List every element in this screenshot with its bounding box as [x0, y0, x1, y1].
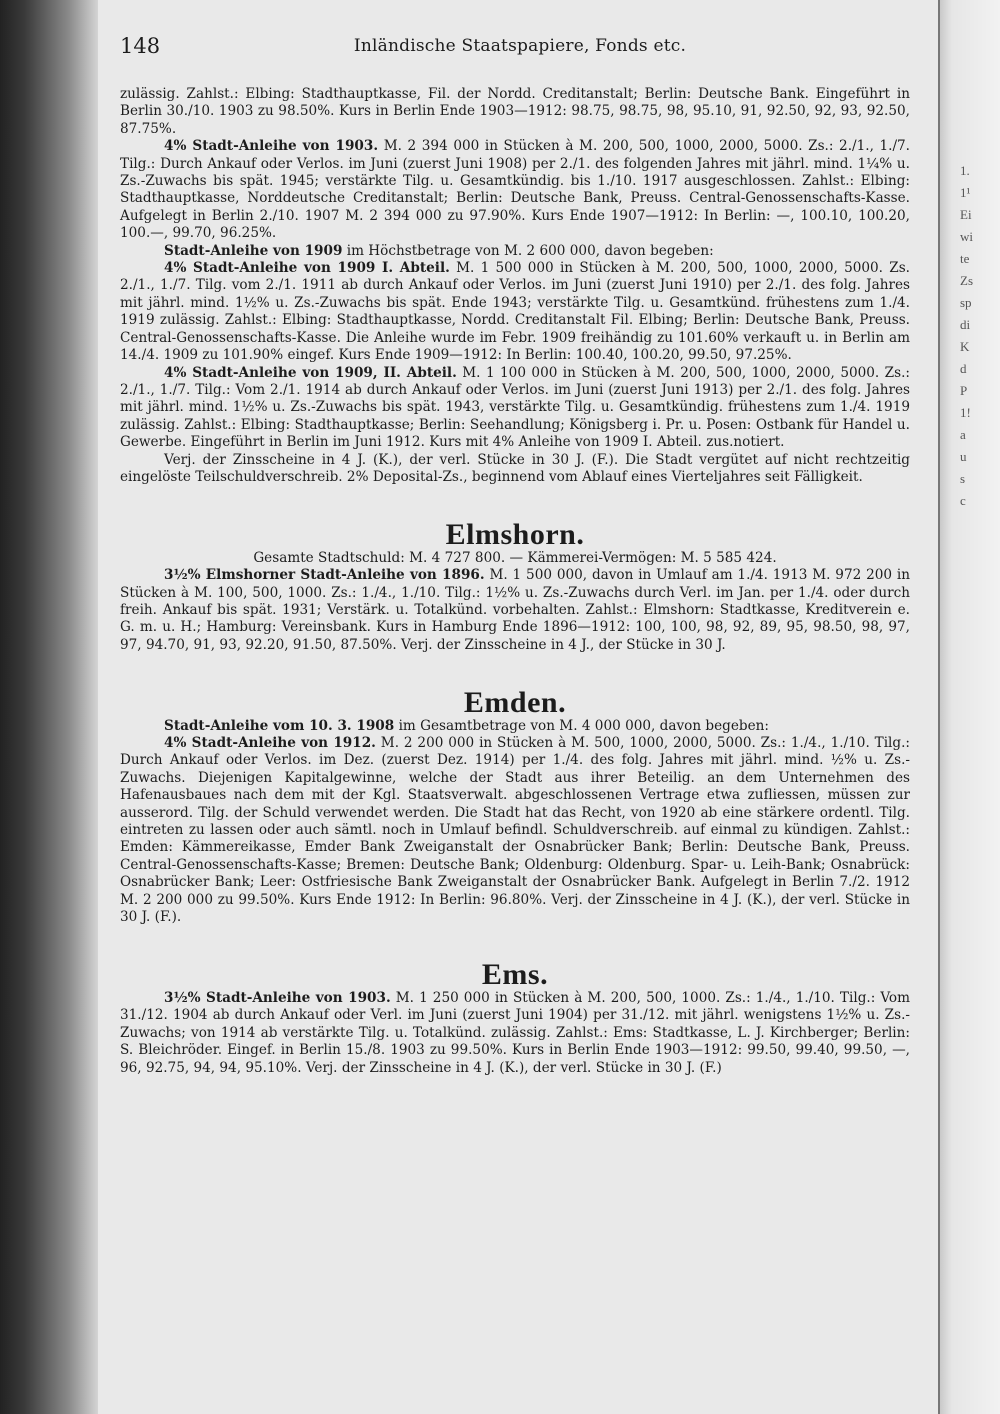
loan-heading: Stadt-Anleihe vom 10. 3. 1908 [164, 717, 395, 734]
elbing-intro: zulässig. Zahlst.: Elbing: Stadthauptkasse, Fil. der Nordd. Creditanstalt; Berlin: Deutsche Bank. Eingeführt in Berlin 30./10. 1903 zu 98.50%. Kurs in Berlin Ende 1903—1912: 98.75, 98.75, 98, 95.10, 91, 92.50, 92, 93, 92.50, 87.75%. [120, 86, 910, 137]
adjacent-page-fragment: 1! [960, 405, 971, 420]
elbing-loan-1909-abteil-1 [120, 260, 910, 364]
adjacent-page-fragment: d [960, 361, 967, 376]
elmshorn-loan-1896 [120, 567, 910, 654]
loan-heading-rest: im Gesamtbetrage von M. 4 000 000, davon begeben: [398, 717, 769, 734]
adjacent-page-fragment: a [960, 427, 966, 442]
adjacent-page-fragment: Ei [960, 207, 972, 222]
adjacent-page-fragment: wi [960, 229, 973, 244]
loan-text: M. 1 500 000 in Stücken à M. 200, 500, 1000, 2000, 5000. Zs. 2./1., 1./7. Tilg. vom 2./1. 1911 ab durch Ankauf oder Verlos. im Juni (zuerst Juni 1910) per 2./1. des folg. Jahres mit jährl. mind. 1½% u. Zs.-Zuwachs bis spät. Ende 1943; verstärkte Tilg. u. Gesamtkünd. frühestens zum 1./4. 1919 zulässig. Zahlst.: Elbing: Stadthauptkasse, Nordd. Creditanstalt Fil. Elbing; Berlin: Deutsche Bank, Preuss. Central-Genossenschafts-Kasse. Die Anleihe wurde im Febr. 1909 freihändig zu 101.60% verkauft u. in Berlin am 14./4. 1909 zu 101.90% eingef. Kurs Ende 1909—1912: In Berlin: 100.40, 100.20, 99.50, 97.25%. [120, 260, 910, 364]
emden-heading [120, 718, 910, 735]
city-heading-ems: Ems. [481, 958, 549, 992]
adjacent-page-fragment: K [960, 339, 970, 354]
adjacent-page-fragment: di [960, 317, 971, 332]
city-heading-emden: Emden. [463, 686, 567, 720]
elbing-verjaehrung: Verj. der Zinsscheine in 4 J. (K.), der verl. Stücke in 30 J. (F.). Die Stadt vergütet auf nicht rechtzeitig eingelöste Teilschuldverschreib. 2% Deposital-Zs., beginnend vom Ablauf eines Vierteljahres seit Fälligkeit. [120, 451, 910, 485]
loan-title: 4% Stadt-Anleihe von 1912. [164, 735, 376, 751]
loan-title: 3½% Elmshorner Stadt-Anleihe von 1896. [164, 567, 485, 584]
scan-left-edge [0, 0, 98, 1414]
adjacent-page-fragment: s [960, 471, 966, 486]
loan-title: 4% Stadt-Anleihe von 1909 I. Abteil. [164, 260, 450, 277]
loan-text: M. 2 200 000 in Stücken à M. 500, 1000, 2000, 5000. Zs.: 1./4., 1./10. Tilg.: Durch Ankauf oder Verlos. im Dez. (zuerst Dez. 1914) per 1./4. des folg. Jahres mit jährl. mind. ½% u. Zs.-Zuwachs. Diejenigen Kapitalgewinne, welche der Stadt aus ihrer Beteilig. an dem Unternehmen des Hafenausbaues nach dem mit der Kgl. Staatsverwalt. abgeschlossenen Vertrage etwa zufliessen, müssen zur ausserord. Tilg. der Schuld verwendet werden. Die Stadt hat das Recht, von 1920 ab eine stärkere ordentl. Tilg. eintreten zu lassen oder auch sämtl. noch in Umlauf befindl. Schuldverschreib. auf einmal zu kündigen. Zahlst.: Emden: Kämmereikasse, Emder Bank Zweiganstalt der Osnabrücker Bank; Berlin: Deutsche Bank, Preuss. Central-Genossenschafts-Kasse; Bremen: Deutsche Bank; Oldenburg: Oldenburg. Spar- u. Leih-Bank; Osnabrück: Osnabrücker Bank; Leer: Ostfriesische Bank Zweiganstalt der Osnabrücker Bank. Aufgelegt in Berlin 7./2. 1912 M. 2 200 000 zu 99.50%. Kurs Ende 1912: In Berlin: 96.80%. Verj. der Zinsscheine in 4 J. (K.), der verl. Stücke in 30 J. (F.). [120, 735, 910, 926]
book-page [98, 0, 940, 1414]
loan-heading-rest: im Höchstbetrage von M. 2 600 000, davon begeben: [346, 242, 714, 259]
adjacent-page-fragments [960, 160, 1000, 512]
adjacent-page-fragment: P [960, 383, 968, 398]
adjacent-page-fragment: Zs [960, 273, 973, 288]
loan-text: M. 1 100 000 in Stücken à M. 200, 500, 1000, 2000, 5000. Zs.: 2./1., 1./7. Tilg.: Vom 2./1. 1914 ab durch Ankauf oder Verlos. im Juni (zuerst Juni 1913) per 2./1. des folg. Jahres mit jährl. mind. 1½% u. Zs.-Zuwachs bis spät. 1943, verstärkte Tilg. u. Gesamtkündig. frühestens zum 1./4. 1919 zulässig. Zahlst.: Elbing: Stadthauptkasse; Berlin: Seehandlung; Königsberg i. Pr. u. Posen: Ostbank für Handel u. Gewerbe. Eingeführt in Berlin im Juni 1912. Kurs mit 4% Anleihe von 1909 I. Abteil. zus.notiert. [120, 364, 910, 451]
elbing-loan-1909-abteil-2 [120, 365, 910, 452]
adjacent-page-fragment: 1. [960, 163, 970, 178]
emden-loan-1912 [120, 735, 910, 926]
loan-title: 4% Stadt-Anleihe von 1903. [164, 138, 379, 155]
city-heading-elmshorn: Elmshorn. [445, 518, 585, 552]
running-title: Inländische Staatspapiere, Fonds etc. [353, 36, 687, 56]
adjacent-page-fragment: sp [960, 295, 972, 310]
loan-title: 3½% Stadt-Anleihe von 1903. [164, 989, 391, 1006]
page-body [120, 86, 910, 1077]
loan-text: M. 1 250 000 in Stücken à M. 200, 500, 1000. Zs.: 1./4., 1./10. Tilg.: Vom 31./12. 1904 ab durch Ankauf oder Verl. im Juni (zuerst Juni 1904) per 31./12. mit jährl. wenigstens 1½% u. Zs.-Zuwachs; von 1914 ab verstärkte Tilg. u. Totalkünd. zulässig. Zahlst.: Ems: Stadtkasse, L. J. Kirchberger; Berlin: S. Bleichröder. Eingef. in Berlin 15./8. 1903 zu 99.50%. Kurs in Berlin Ende 1903—1912: 99.50, 99.40, 99.50, —, 96, 92.75, 94, 94, 95.10%. Verj. der Zinsscheine in 4 J. (K.), der verl. Stücke in 30 J. (F.) [120, 989, 911, 1076]
elbing-loan-1903 [120, 138, 910, 242]
page-number: 148 [120, 34, 161, 58]
loan-heading: Stadt-Anleihe von 1909 [164, 242, 343, 259]
ems-loan-1903 [120, 990, 910, 1077]
loan-text: M. 1 500 000, davon in Umlauf am 1./4. 1913 M. 972 200 in Stücken à M. 100, 500, 1000. Zs.: 1./4., 1./10. Tilg.: 1½% u. Zs.-Zuwachs durch Verl. im Jan. per 1./4. oder durch freih. Ankauf bis spät. 1931; Verstärk. u. Totalkünd. vorbehalten. Zahlst.: Elmshorn: Stadtkasse, Kreditverein e. G. m. u. H.; Hamburg: Vereinsbank. Kurs in Hamburg Ende 1896—1912: 100, 100, 98, 92, 89, 95, 98.50, 98, 97, 97, 94.70, 91, 93, 92.20, 91.50, 87.50%. Verj. der Zinsscheine in 4 J., der Stücke in 30 J. [120, 567, 910, 653]
loan-text: M. 2 394 000 in Stücken à M. 200, 500, 1000, 2000, 5000. Zs.: 2./1., 1./7. Tilg.: Durch Ankauf oder Verlos. im Juni (zuerst Juni 1908) per 2./1. des folgenden Jahres mit jährl. mind. 1¼% u. Zs.-Zuwachs bis spät. 1945; verstärkte Tilg. u. Gesamtkündig. bis 1./10. 1917 ausgeschlossen. Zahlst.: Elbing: Stadthauptkasse, Norddeutsche Creditanstalt; Berlin: Deutsche Bank, Preuss. Central-Genossenschafts-Kasse. Aufgelegt in Berlin 2./10. 1907 M. 2 394 000 zu 97.90%. Kurs Ende 1907—1912: In Berlin: —, 100.10, 100.20, 100.—, 99.70, 96.25%. [120, 138, 911, 242]
elbing-loan-1909-heading [120, 243, 910, 260]
adjacent-page-fragment: u [960, 449, 967, 464]
loan-title: 4% Stadt-Anleihe von 1909, II. Abteil. [164, 364, 457, 381]
elmshorn-summary: Gesamte Stadtschuld: M. 4 727 800. — Kämmerei-Vermögen: M. 5 585 424. [253, 549, 777, 566]
adjacent-page-fragment: c [960, 493, 966, 508]
adjacent-page-fragment: 1¹ [960, 185, 971, 200]
adjacent-page-fragment: te [960, 251, 970, 266]
page-header [120, 34, 920, 64]
